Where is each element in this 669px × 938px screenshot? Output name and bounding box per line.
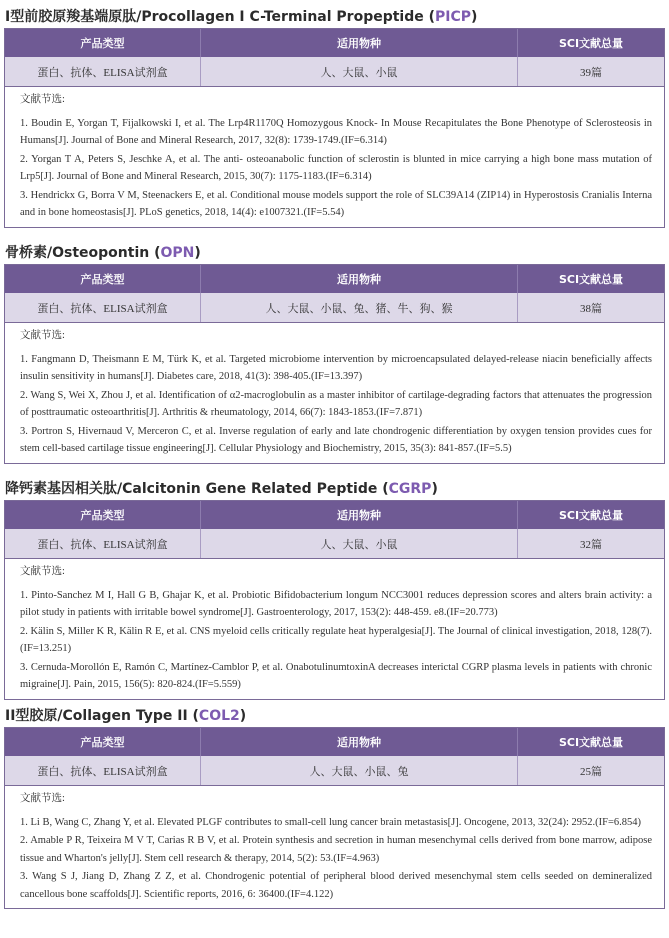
references-label: 文献节选: — [20, 94, 65, 105]
reference-item: 2. Yorgan T A, Peters S, Jeschke A, et al. The anti- osteoanabolic function of sclerostin is blunted in mice carrying a high bone mass mutation of Lrp5[J]. Journal of Bone and Mineral Research, 2015, 30(7): 1175-1183.(IF=6.314) — [20, 153, 652, 182]
reference-item: 1. Fangmann D, Theismann E M, Türk K, et al. Targeted microbiome intervention by microencapsulated delayed-release niacin beneficially affects insulin sensitivity in humans[J]. Diabetes care, 2018, 41(3): 398-405.(IF=13.397) — [20, 353, 652, 382]
section-picp — [4, 6, 665, 228]
section-abbr: PICP — [435, 9, 472, 25]
reference-item: 3. Portron S, Hivernaud V, Merceron C, et al. Inverse regulation of early and late chondrogenic differentiation by oxygen tension provides cues for stem cell-based cartilage tissue engineering[J]. Cellular Physiology and Biochemistry, 2015, 35(3): 841-857.(IF=5.5) — [20, 425, 652, 454]
cell-sci-count: 25篇 — [580, 765, 602, 778]
cell-species: 人、大鼠、小鼠、兔、猪、牛、狗、猴 — [201, 293, 518, 322]
reference-item: 2. Amable P R, Teixeira M V T, Carias R B V, et al. Protein synthesis and secretion in human mesenchymal cells derived from bone marrow, adipose tissue and Wharton's jelly[J]. Stem cell research & therapy, 2014, 5(2): 53.(IF=4.963) — [20, 835, 652, 864]
reference-item: 3. Cernuda-Morollón E, Ramón C, Martínez-Camblor P, et al. OnabotulinumtoxinA decreases interictal CGRP plasma levels in patients with chronic migraine[J]. Pain, 2015, 156(5): 820-824.(IF=5.559) — [20, 661, 652, 690]
reference-item: 2. Wang S, Wei X, Zhou J, et al. Identification of α2-macroglobulin as a master inhibitor of cartilage-degrading factors that attenuates the progression of posttraumatic osteoarthritis[J]. Arthritis & rheumatology, 2014, 66(7): 1843-1853.(IF=7.871) — [20, 389, 652, 418]
header-product-type: 产品类型 — [5, 501, 201, 529]
table-header — [5, 501, 664, 529]
references — [5, 323, 664, 463]
references-label: 文献节选: — [20, 566, 65, 577]
section-opn — [4, 242, 665, 464]
header-product-type: 产品类型 — [5, 728, 201, 756]
reference-item: 3. Hendrickx G, Borra V M, Steenackers E, et al. Conditional mouse models support the role of SLC39A14 (ZIP14) in Hyperostosis Cranialis Interna and in bone homeostasis[J]. PLoS genetics, 2018, 14(4): e1007321.(IF=5.54) — [20, 189, 652, 218]
product-table — [4, 28, 665, 228]
table-header — [5, 728, 664, 756]
reference-item: 1. Pinto-Sanchez M I, Hall G B, Ghajar K, et al. Probiotic Bifidobacterium longum NCC3001 reduces depression scores and alters brain activity: a pilot study in patients with irritable bowel syndrome[J]. Gastroenterology, 2017, 153(2): 448-459. e8.(IF=20.773) — [20, 589, 652, 618]
reference-item: 3. Wang S J, Jiang D, Zhang Z Z, et al. Chondrogenic potential of peripheral blood derived mesenchymal stem cells seeded on demineralized cancellous bone scaffolds[J]. Scientific reports, 2016, 6: 36400.(IF=4.122) — [20, 871, 652, 900]
section-title: I型前胶原羧基端原肽/Procollagen I C-Terminal Propeptide (PICP) — [5, 9, 478, 25]
table-row — [5, 756, 664, 786]
references — [5, 559, 664, 699]
product-table — [4, 500, 665, 700]
section-col2 — [4, 705, 665, 909]
section-abbr: COL2 — [198, 708, 240, 724]
cell-product-type: 蛋白、抗体、ELISA试剂盒 — [5, 57, 201, 86]
cell-product-type: 蛋白、抗体、ELISA试剂盒 — [5, 529, 201, 558]
cell-sci-count: 32篇 — [580, 538, 602, 551]
cell-species: 人、大鼠、小鼠 — [201, 57, 518, 86]
section-cgrp — [4, 478, 665, 700]
header-sci-count: SCI文献总量 — [558, 736, 624, 749]
header-species: 适用物种 — [201, 29, 518, 57]
cell-product-type: 蛋白、抗体、ELISA试剂盒 — [5, 293, 201, 322]
cell-sci-count: 38篇 — [580, 302, 602, 315]
header-product-type: 产品类型 — [5, 29, 201, 57]
header-sci-count: SCI文献总量 — [558, 509, 624, 522]
header-product-type: 产品类型 — [5, 265, 201, 293]
reference-item: 2. Kälin S, Miller K R, Kälin R E, et al. CNS myeloid cells critically regulate heat hyperalgesia[J]. The Journal of clinical investigation, 2018, 128(7).(IF=13.251) — [20, 625, 652, 654]
table-row — [5, 57, 664, 87]
reference-item: 1. Li B, Wang C, Zhang Y, et al. Elevated PLGF contributes to small-cell lung cancer brain metastasis[J]. Oncogene, 2013, 32(24): 2952.(IF=6.854) — [20, 816, 642, 828]
references-label: 文献节选: — [20, 330, 65, 341]
header-species: 适用物种 — [201, 265, 518, 293]
table-header — [5, 29, 664, 57]
section-title: 降钙素基因相关肽/Calcitonin Gene Related Peptide (CGRP) — [5, 481, 438, 497]
header-sci-count: SCI文献总量 — [558, 273, 624, 286]
cell-species: 人、大鼠、小鼠、兔 — [201, 756, 518, 785]
table-header — [5, 265, 664, 293]
header-species: 适用物种 — [201, 501, 518, 529]
references — [5, 786, 664, 908]
cell-species: 人、大鼠、小鼠 — [201, 529, 518, 558]
reference-item: 1. Boudin E, Yorgan T, Fijalkowski I, et al. The Lrp4R1170Q Homozygous Knock- In Mouse Recapitulates the Bone Phenotype of Sclerosteosis in Humans[J]. Journal of Bone and Mineral Research, 2017, 32(8): 1739-1749.(IF=6.314) — [20, 117, 652, 146]
cell-sci-count: 39篇 — [580, 66, 602, 79]
table-row — [5, 529, 664, 559]
cell-product-type: 蛋白、抗体、ELISA试剂盒 — [5, 756, 201, 785]
table-row — [5, 293, 664, 323]
section-title: II型胶原/Collagen Type II (COL2) — [5, 708, 247, 724]
references-label: 文献节选: — [20, 793, 65, 804]
product-table — [4, 727, 665, 909]
product-table — [4, 264, 665, 464]
section-abbr: OPN — [160, 245, 195, 261]
section-abbr: CGRP — [388, 481, 432, 497]
section-title: 骨桥素/Osteopontin (OPN) — [5, 245, 201, 261]
header-sci-count: SCI文献总量 — [558, 37, 624, 50]
header-species: 适用物种 — [201, 728, 518, 756]
references — [5, 87, 664, 227]
